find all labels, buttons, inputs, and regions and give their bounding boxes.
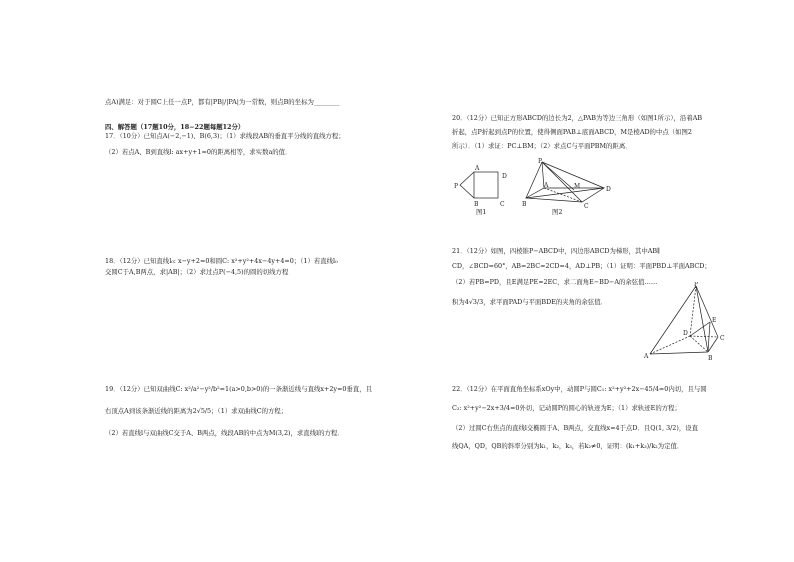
q21-line3: （2）若PB=PD，且E满足PE=2EC，求二面角E−BD−A的余弦值…… [452, 278, 658, 286]
fig3-label-E: E [712, 317, 717, 324]
q18-line1: 18．（12分）已知直线l₀: x−y+2=0和圆C: x²+y²+4x−4y+4=0；（1）若直线l₀ [105, 257, 338, 265]
fig1-label-P: P [454, 183, 459, 190]
q19-line2: 右顶点A到该条渐近线的距离为2√5/5；（1）求双曲线C的方程； [105, 407, 288, 415]
q21-line1: 21．（12分）如图，四棱锥P−ABCD中，四边形ABCD为梯形，其中AB∥ [452, 247, 661, 255]
fig2-label-B: B [522, 201, 527, 208]
fig3-label-C: C [720, 335, 725, 342]
fig2-label-C: C [584, 203, 589, 210]
q18-line2: 交圆C于A,B两点，求|AB|；（2）求过点P(−4,5)的圆的切线方程 [105, 268, 289, 276]
q22-line3: （2）过圆C右焦点的直线l交椭圆于A、B两点，交直线x=4于点D．且Q(1, 3/2)，设直 [452, 424, 699, 432]
fig2-label-D: D [606, 186, 611, 193]
q21-line4: 积为4√3/3，求平面PAD与平面BDE的夹角的余弦值． [452, 298, 607, 306]
figure-1 [452, 160, 524, 220]
fig3-label-B: B [708, 355, 713, 362]
q20-line3: 所示）．（1）求证：PC⊥BM；（2）求点C与平面PBM的距离． [452, 142, 632, 150]
q19-line1: 19．（12分）已知双曲线C: x²/a²−y²/b²=1(a>0,b>0)的一条渐近线与直线x+2y=0垂直，且 [105, 385, 372, 393]
q22-line2: C₂: x²+y²−2x+3/4=0外切，记动圆P的圆心的轨迹为E；（1）求轨迹E的方程； [452, 404, 681, 412]
fig2-label-M: M [574, 183, 581, 190]
q20-line2: 折起，点P折起到点P的位置，使得侧面PAB⊥底面ABCD，M是棱AD的中点（如图2 [452, 128, 692, 136]
fig1-label-D: D [502, 173, 507, 180]
fig3-label-D: D [683, 330, 688, 337]
fig1-label-A: A [475, 165, 480, 172]
q17-line2: （2）若点A、B到直线l: ax+y+1=0的距离相等，求实数a的值． [105, 148, 292, 156]
fig2-label-P: P [538, 158, 543, 165]
q22-line4: 线QA，QD，QB的斜率分别为k₁，k₂，k₃，若k₂≠0，证明：(k₁+k₃)/k₂为定值． [452, 442, 684, 450]
figure-2 [522, 158, 612, 210]
q20-line1: 20．（12分）已知正方形ABCD的边长为2，△PAB为等边三角形（如图1所示），沿着AB [452, 114, 703, 122]
fig1-label-C: C [500, 201, 505, 208]
section-header: 四、解答题（17题10分，18−22题每题12分） [105, 123, 245, 131]
figure-3 [640, 282, 730, 362]
q19-line3: （2）若直线l与双曲线C交于A、B两点，线段AB的中点为M(3,2)，求直线l的方程． [105, 429, 344, 437]
fig3-label-A: A [644, 353, 649, 360]
fig2-caption-text: 图2 [552, 208, 563, 216]
q21-line2: CD，∠BCD=60°，AB=2BC=2CD=4，AD⊥PB；（1）证明：平面PBD⊥平面ABCD； [452, 262, 711, 270]
fig1-label-B: B [474, 201, 479, 208]
fig2-label-A: A [544, 182, 549, 189]
fig3-label-P: P [694, 282, 699, 288]
q16-tail: 点A)满足：对于圆C上任一点P，都有|PB|/|PA|为一常数，则点B的坐标为________ [105, 98, 340, 106]
q22-line1: 22．（12分）在平面直角坐标系xOy中，动圆P与圆C₁: x²+y²+2x−45/4=0内切，且与圆 [452, 385, 707, 393]
fig1-caption-text: 图1 [476, 208, 487, 216]
q17-line1: 17．（10分）已知点A(−2,−1)、B(6,3)；（1）求线段AB的垂直平分线的直线方程； [105, 132, 345, 140]
